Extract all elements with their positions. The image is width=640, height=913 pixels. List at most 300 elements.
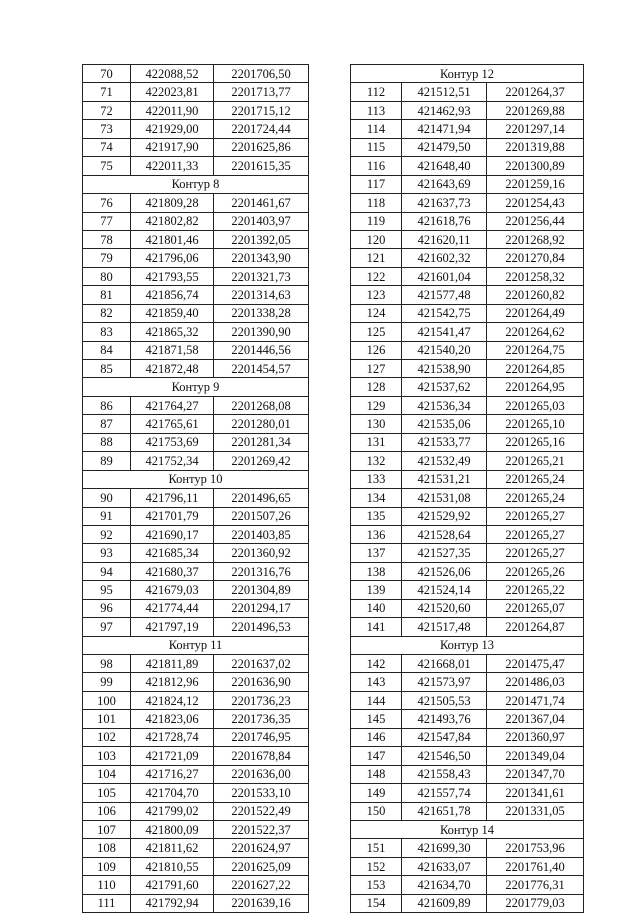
point-number: 95 bbox=[83, 581, 131, 599]
y-coordinate: 2201522,49 bbox=[214, 802, 309, 820]
x-coordinate: 421541,47 bbox=[402, 323, 487, 341]
x-coordinate: 421753,69 bbox=[131, 433, 214, 451]
table-row bbox=[351, 304, 584, 322]
table-row bbox=[83, 489, 309, 507]
x-coordinate: 421618,76 bbox=[402, 212, 487, 230]
table-row bbox=[83, 618, 309, 636]
table-row bbox=[351, 249, 584, 267]
point-number: 114 bbox=[351, 120, 402, 138]
point-number: 146 bbox=[351, 728, 402, 746]
x-coordinate: 421643,69 bbox=[402, 175, 487, 193]
point-number: 78 bbox=[83, 230, 131, 248]
x-coordinate: 421721,09 bbox=[131, 747, 214, 765]
x-coordinate: 421929,00 bbox=[131, 120, 214, 138]
table-row bbox=[83, 691, 309, 709]
contour-title: Контур 14 bbox=[351, 820, 584, 838]
point-number: 110 bbox=[83, 876, 131, 894]
x-coordinate: 421823,06 bbox=[131, 710, 214, 728]
x-coordinate: 421701,79 bbox=[131, 507, 214, 525]
table-row bbox=[83, 433, 309, 451]
y-coordinate: 2201343,90 bbox=[214, 249, 309, 267]
point-number: 118 bbox=[351, 194, 402, 212]
x-coordinate: 421520,60 bbox=[402, 599, 487, 617]
x-coordinate: 421792,94 bbox=[131, 894, 214, 912]
x-coordinate: 421529,92 bbox=[402, 507, 487, 525]
y-coordinate: 2201367,04 bbox=[487, 710, 584, 728]
point-number: 109 bbox=[83, 857, 131, 875]
y-coordinate: 2201454,57 bbox=[214, 360, 309, 378]
y-coordinate: 2201522,37 bbox=[214, 820, 309, 838]
point-number: 150 bbox=[351, 802, 402, 820]
point-number: 85 bbox=[83, 360, 131, 378]
contour-header-row bbox=[83, 175, 309, 193]
y-coordinate: 2201319,88 bbox=[487, 138, 584, 156]
x-coordinate: 421800,09 bbox=[131, 820, 214, 838]
table-row bbox=[83, 194, 309, 212]
x-coordinate: 421685,34 bbox=[131, 544, 214, 562]
point-number: 75 bbox=[83, 157, 131, 175]
point-number: 141 bbox=[351, 618, 402, 636]
point-number: 107 bbox=[83, 820, 131, 838]
x-coordinate: 421505,53 bbox=[402, 691, 487, 709]
point-number: 91 bbox=[83, 507, 131, 525]
table-row bbox=[351, 175, 584, 193]
table-row bbox=[351, 673, 584, 691]
point-number: 119 bbox=[351, 212, 402, 230]
point-number: 97 bbox=[83, 618, 131, 636]
left-coordinates-table bbox=[82, 64, 309, 913]
table-row bbox=[351, 323, 584, 341]
y-coordinate: 2201270,84 bbox=[487, 249, 584, 267]
x-coordinate: 421668,01 bbox=[402, 655, 487, 673]
table-row bbox=[83, 212, 309, 230]
x-coordinate: 421917,90 bbox=[131, 138, 214, 156]
table-row bbox=[351, 341, 584, 359]
x-coordinate: 421796,06 bbox=[131, 249, 214, 267]
point-number: 98 bbox=[83, 655, 131, 673]
point-number: 71 bbox=[83, 83, 131, 101]
point-number: 100 bbox=[83, 691, 131, 709]
table-row bbox=[351, 747, 584, 765]
table-row bbox=[351, 710, 584, 728]
table-row bbox=[351, 544, 584, 562]
point-number: 70 bbox=[83, 65, 131, 83]
y-coordinate: 2201297,14 bbox=[487, 120, 584, 138]
x-coordinate: 421811,89 bbox=[131, 655, 214, 673]
x-coordinate: 421680,37 bbox=[131, 562, 214, 580]
table-row bbox=[351, 655, 584, 673]
table-row bbox=[351, 470, 584, 488]
x-coordinate: 421690,17 bbox=[131, 525, 214, 543]
y-coordinate: 2201338,28 bbox=[214, 304, 309, 322]
point-number: 93 bbox=[83, 544, 131, 562]
x-coordinate: 421704,70 bbox=[131, 784, 214, 802]
point-number: 133 bbox=[351, 470, 402, 488]
point-number: 144 bbox=[351, 691, 402, 709]
table-row bbox=[351, 599, 584, 617]
y-coordinate: 2201636,00 bbox=[214, 765, 309, 783]
y-coordinate: 2201265,22 bbox=[487, 581, 584, 599]
y-coordinate: 2201321,73 bbox=[214, 267, 309, 285]
y-coordinate: 2201636,90 bbox=[214, 673, 309, 691]
y-coordinate: 2201779,03 bbox=[487, 894, 584, 912]
y-coordinate: 2201269,42 bbox=[214, 452, 309, 470]
point-number: 88 bbox=[83, 433, 131, 451]
table-row bbox=[83, 710, 309, 728]
y-coordinate: 2201496,65 bbox=[214, 489, 309, 507]
y-coordinate: 2201259,16 bbox=[487, 175, 584, 193]
x-coordinate: 421799,02 bbox=[131, 802, 214, 820]
y-coordinate: 2201264,49 bbox=[487, 304, 584, 322]
table-row bbox=[351, 581, 584, 599]
point-number: 122 bbox=[351, 267, 402, 285]
table-row bbox=[351, 83, 584, 101]
point-number: 73 bbox=[83, 120, 131, 138]
table-row bbox=[351, 230, 584, 248]
point-number: 129 bbox=[351, 396, 402, 414]
x-coordinate: 421517,48 bbox=[402, 618, 487, 636]
x-coordinate: 421462,93 bbox=[402, 101, 487, 119]
x-coordinate: 421540,20 bbox=[402, 341, 487, 359]
y-coordinate: 2201331,05 bbox=[487, 802, 584, 820]
x-coordinate: 421871,58 bbox=[131, 341, 214, 359]
y-coordinate: 2201486,03 bbox=[487, 673, 584, 691]
table-row bbox=[351, 267, 584, 285]
table-row bbox=[351, 507, 584, 525]
contour-title: Контур 10 bbox=[83, 470, 309, 488]
point-number: 116 bbox=[351, 157, 402, 175]
y-coordinate: 2201360,97 bbox=[487, 728, 584, 746]
y-coordinate: 2201461,67 bbox=[214, 194, 309, 212]
table-row bbox=[351, 525, 584, 543]
x-coordinate: 421797,19 bbox=[131, 618, 214, 636]
point-number: 139 bbox=[351, 581, 402, 599]
x-coordinate: 422023,81 bbox=[131, 83, 214, 101]
table-row bbox=[83, 230, 309, 248]
table-row bbox=[351, 212, 584, 230]
table-row bbox=[351, 120, 584, 138]
x-coordinate: 421528,64 bbox=[402, 525, 487, 543]
x-coordinate: 421793,55 bbox=[131, 267, 214, 285]
y-coordinate: 2201264,87 bbox=[487, 618, 584, 636]
x-coordinate: 421526,06 bbox=[402, 562, 487, 580]
point-number: 86 bbox=[83, 396, 131, 414]
table-row bbox=[351, 452, 584, 470]
table-row bbox=[83, 323, 309, 341]
y-coordinate: 2201475,47 bbox=[487, 655, 584, 673]
table-row bbox=[83, 562, 309, 580]
x-coordinate: 421811,62 bbox=[131, 839, 214, 857]
x-coordinate: 421532,49 bbox=[402, 452, 487, 470]
table-row bbox=[83, 341, 309, 359]
point-number: 103 bbox=[83, 747, 131, 765]
table-row bbox=[83, 360, 309, 378]
x-coordinate: 421637,73 bbox=[402, 194, 487, 212]
point-number: 76 bbox=[83, 194, 131, 212]
table-row bbox=[83, 655, 309, 673]
point-number: 154 bbox=[351, 894, 402, 912]
y-coordinate: 2201392,05 bbox=[214, 230, 309, 248]
table-row bbox=[351, 691, 584, 709]
y-coordinate: 2201753,96 bbox=[487, 839, 584, 857]
y-coordinate: 2201507,26 bbox=[214, 507, 309, 525]
x-coordinate: 421872,48 bbox=[131, 360, 214, 378]
table-row bbox=[83, 415, 309, 433]
y-coordinate: 2201265,10 bbox=[487, 415, 584, 433]
point-number: 92 bbox=[83, 525, 131, 543]
x-coordinate: 421796,11 bbox=[131, 489, 214, 507]
table-row bbox=[83, 747, 309, 765]
contour-header-row bbox=[351, 820, 584, 838]
table-row bbox=[83, 286, 309, 304]
x-coordinate: 421620,11 bbox=[402, 230, 487, 248]
y-coordinate: 2201316,76 bbox=[214, 562, 309, 580]
x-coordinate: 421648,40 bbox=[402, 157, 487, 175]
y-coordinate: 2201715,12 bbox=[214, 101, 309, 119]
left-table-body bbox=[83, 65, 309, 913]
point-number: 135 bbox=[351, 507, 402, 525]
y-coordinate: 2201264,95 bbox=[487, 378, 584, 396]
contour-header-row bbox=[351, 65, 584, 83]
point-number: 90 bbox=[83, 489, 131, 507]
table-row bbox=[351, 562, 584, 580]
table-row bbox=[351, 784, 584, 802]
x-coordinate: 421538,90 bbox=[402, 360, 487, 378]
y-coordinate: 2201706,50 bbox=[214, 65, 309, 83]
x-coordinate: 421859,40 bbox=[131, 304, 214, 322]
y-coordinate: 2201403,85 bbox=[214, 525, 309, 543]
point-number: 111 bbox=[83, 894, 131, 912]
point-number: 99 bbox=[83, 673, 131, 691]
x-coordinate: 421651,78 bbox=[402, 802, 487, 820]
table-row bbox=[83, 83, 309, 101]
y-coordinate: 2201264,75 bbox=[487, 341, 584, 359]
contour-title: Контур 9 bbox=[83, 378, 309, 396]
table-row bbox=[351, 857, 584, 875]
x-coordinate: 421856,74 bbox=[131, 286, 214, 304]
y-coordinate: 2201736,23 bbox=[214, 691, 309, 709]
table-row bbox=[351, 728, 584, 746]
y-coordinate: 2201294,17 bbox=[214, 599, 309, 617]
x-coordinate: 421634,70 bbox=[402, 876, 487, 894]
x-coordinate: 421824,12 bbox=[131, 691, 214, 709]
table-row bbox=[83, 802, 309, 820]
y-coordinate: 2201264,62 bbox=[487, 323, 584, 341]
right-coordinates-table bbox=[350, 64, 584, 913]
table-row bbox=[83, 507, 309, 525]
contour-header-row bbox=[83, 378, 309, 396]
y-coordinate: 2201265,03 bbox=[487, 396, 584, 414]
table-row bbox=[83, 267, 309, 285]
y-coordinate: 2201637,02 bbox=[214, 655, 309, 673]
y-coordinate: 2201736,35 bbox=[214, 710, 309, 728]
x-coordinate: 421577,48 bbox=[402, 286, 487, 304]
x-coordinate: 421547,84 bbox=[402, 728, 487, 746]
y-coordinate: 2201761,40 bbox=[487, 857, 584, 875]
table-row bbox=[351, 396, 584, 414]
x-coordinate: 421865,32 bbox=[131, 323, 214, 341]
contour-title: Контур 13 bbox=[351, 636, 584, 654]
table-row bbox=[351, 433, 584, 451]
x-coordinate: 422088,52 bbox=[131, 65, 214, 83]
y-coordinate: 2201280,01 bbox=[214, 415, 309, 433]
y-coordinate: 2201281,34 bbox=[214, 433, 309, 451]
x-coordinate: 421493,76 bbox=[402, 710, 487, 728]
contour-title: Контур 11 bbox=[83, 636, 309, 654]
contour-title: Контур 8 bbox=[83, 175, 309, 193]
y-coordinate: 2201264,85 bbox=[487, 360, 584, 378]
x-coordinate: 421716,27 bbox=[131, 765, 214, 783]
x-coordinate: 421512,51 bbox=[402, 83, 487, 101]
y-coordinate: 2201269,88 bbox=[487, 101, 584, 119]
point-number: 148 bbox=[351, 765, 402, 783]
table-row bbox=[83, 525, 309, 543]
point-number: 102 bbox=[83, 728, 131, 746]
y-coordinate: 2201268,08 bbox=[214, 396, 309, 414]
point-number: 83 bbox=[83, 323, 131, 341]
point-number: 132 bbox=[351, 452, 402, 470]
table-row bbox=[83, 65, 309, 83]
table-row bbox=[351, 765, 584, 783]
point-number: 89 bbox=[83, 452, 131, 470]
point-number: 101 bbox=[83, 710, 131, 728]
table-row bbox=[83, 138, 309, 156]
right-table-body bbox=[351, 65, 584, 913]
y-coordinate: 2201776,31 bbox=[487, 876, 584, 894]
point-number: 104 bbox=[83, 765, 131, 783]
y-coordinate: 2201446,56 bbox=[214, 341, 309, 359]
y-coordinate: 2201533,10 bbox=[214, 784, 309, 802]
table-row bbox=[351, 415, 584, 433]
point-number: 84 bbox=[83, 341, 131, 359]
contour-title: Контур 12 bbox=[351, 65, 584, 83]
table-row bbox=[351, 876, 584, 894]
table-row bbox=[83, 101, 309, 119]
y-coordinate: 2201625,86 bbox=[214, 138, 309, 156]
point-number: 120 bbox=[351, 230, 402, 248]
point-number: 131 bbox=[351, 433, 402, 451]
point-number: 82 bbox=[83, 304, 131, 322]
table-row bbox=[351, 157, 584, 175]
point-number: 128 bbox=[351, 378, 402, 396]
x-coordinate: 421601,04 bbox=[402, 267, 487, 285]
table-row bbox=[351, 138, 584, 156]
y-coordinate: 2201265,26 bbox=[487, 562, 584, 580]
point-number: 80 bbox=[83, 267, 131, 285]
x-coordinate: 421728,74 bbox=[131, 728, 214, 746]
point-number: 87 bbox=[83, 415, 131, 433]
y-coordinate: 2201254,43 bbox=[487, 194, 584, 212]
x-coordinate: 421802,82 bbox=[131, 212, 214, 230]
table-row bbox=[83, 396, 309, 414]
table-row bbox=[351, 489, 584, 507]
y-coordinate: 2201264,37 bbox=[487, 83, 584, 101]
y-coordinate: 2201314,63 bbox=[214, 286, 309, 304]
y-coordinate: 2201258,32 bbox=[487, 267, 584, 285]
x-coordinate: 421679,03 bbox=[131, 581, 214, 599]
table-row bbox=[83, 820, 309, 838]
point-number: 147 bbox=[351, 747, 402, 765]
x-coordinate: 421764,27 bbox=[131, 396, 214, 414]
y-coordinate: 2201625,09 bbox=[214, 857, 309, 875]
x-coordinate: 421537,62 bbox=[402, 378, 487, 396]
x-coordinate: 421531,21 bbox=[402, 470, 487, 488]
point-number: 145 bbox=[351, 710, 402, 728]
y-coordinate: 2201341,61 bbox=[487, 784, 584, 802]
point-number: 134 bbox=[351, 489, 402, 507]
table-row bbox=[83, 581, 309, 599]
y-coordinate: 2201265,24 bbox=[487, 489, 584, 507]
y-coordinate: 2201390,90 bbox=[214, 323, 309, 341]
contour-header-row bbox=[83, 470, 309, 488]
y-coordinate: 2201260,82 bbox=[487, 286, 584, 304]
point-number: 153 bbox=[351, 876, 402, 894]
point-number: 74 bbox=[83, 138, 131, 156]
point-number: 124 bbox=[351, 304, 402, 322]
table-row bbox=[83, 765, 309, 783]
point-number: 138 bbox=[351, 562, 402, 580]
point-number: 127 bbox=[351, 360, 402, 378]
y-coordinate: 2201347,70 bbox=[487, 765, 584, 783]
x-coordinate: 421810,55 bbox=[131, 857, 214, 875]
point-number: 117 bbox=[351, 175, 402, 193]
x-coordinate: 421558,43 bbox=[402, 765, 487, 783]
point-number: 140 bbox=[351, 599, 402, 617]
point-number: 142 bbox=[351, 655, 402, 673]
x-coordinate: 421524,14 bbox=[402, 581, 487, 599]
y-coordinate: 2201349,04 bbox=[487, 747, 584, 765]
y-coordinate: 2201746,95 bbox=[214, 728, 309, 746]
x-coordinate: 422011,33 bbox=[131, 157, 214, 175]
table-row bbox=[83, 839, 309, 857]
point-number: 81 bbox=[83, 286, 131, 304]
table-row bbox=[83, 673, 309, 691]
point-number: 94 bbox=[83, 562, 131, 580]
x-coordinate: 421479,50 bbox=[402, 138, 487, 156]
x-coordinate: 421527,35 bbox=[402, 544, 487, 562]
x-coordinate: 421791,60 bbox=[131, 876, 214, 894]
table-row bbox=[351, 101, 584, 119]
table-row bbox=[83, 728, 309, 746]
table-row bbox=[83, 120, 309, 138]
table-row bbox=[83, 157, 309, 175]
x-coordinate: 421557,74 bbox=[402, 784, 487, 802]
point-number: 152 bbox=[351, 857, 402, 875]
point-number: 96 bbox=[83, 599, 131, 617]
y-coordinate: 2201268,92 bbox=[487, 230, 584, 248]
table-row bbox=[351, 378, 584, 396]
point-number: 143 bbox=[351, 673, 402, 691]
point-number: 105 bbox=[83, 784, 131, 802]
table-row bbox=[351, 194, 584, 212]
x-coordinate: 421801,46 bbox=[131, 230, 214, 248]
point-number: 106 bbox=[83, 802, 131, 820]
x-coordinate: 421535,06 bbox=[402, 415, 487, 433]
x-coordinate: 421752,34 bbox=[131, 452, 214, 470]
y-coordinate: 2201265,27 bbox=[487, 544, 584, 562]
x-coordinate: 421573,97 bbox=[402, 673, 487, 691]
y-coordinate: 2201265,27 bbox=[487, 525, 584, 543]
x-coordinate: 421546,50 bbox=[402, 747, 487, 765]
table-row bbox=[351, 894, 584, 912]
y-coordinate: 2201615,35 bbox=[214, 157, 309, 175]
point-number: 113 bbox=[351, 101, 402, 119]
point-number: 130 bbox=[351, 415, 402, 433]
table-row bbox=[83, 876, 309, 894]
x-coordinate: 421809,28 bbox=[131, 194, 214, 212]
table-row bbox=[83, 784, 309, 802]
y-coordinate: 2201300,89 bbox=[487, 157, 584, 175]
